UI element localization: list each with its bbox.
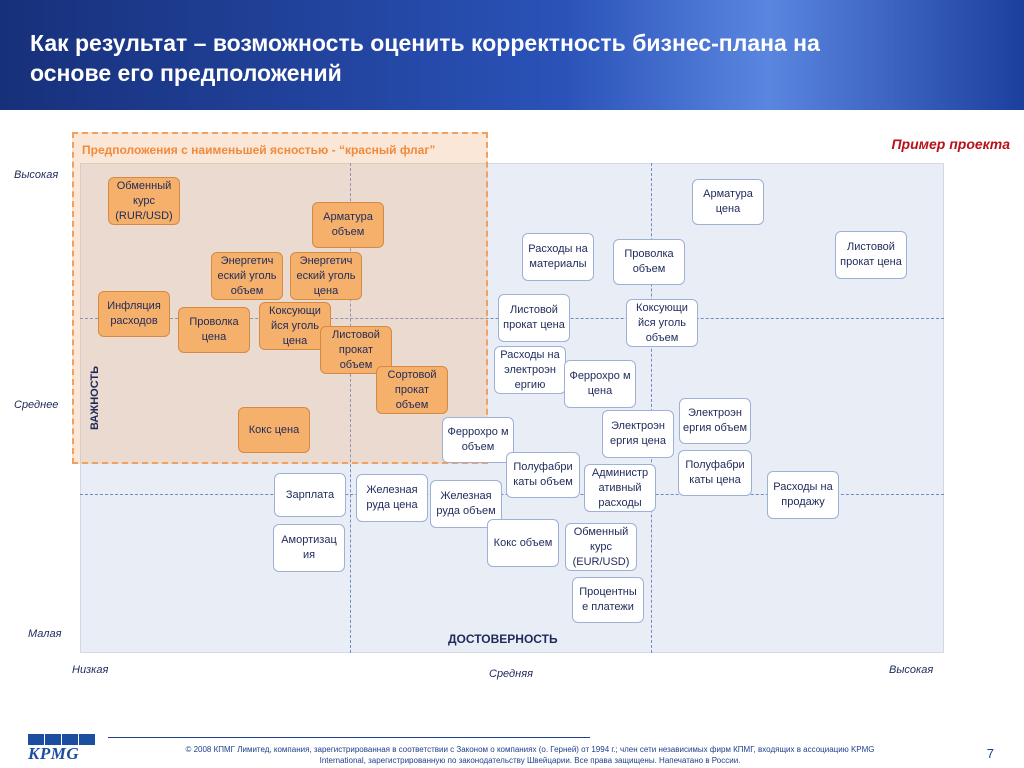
- assumption-electricity-price: Электроэн ергия цена: [602, 410, 674, 458]
- assumption-interest-payments: Процентны е платежи: [572, 577, 644, 623]
- assumption-coke-price: Кокс цена: [238, 407, 310, 453]
- assumption-depreciation: Амортизац ия: [273, 524, 345, 572]
- red-flag-label: Предположения с наименьшей ясностью - “красный флаг”: [82, 143, 436, 157]
- assumption-energy-coal-volume: Энергетич еский уголь объем: [211, 252, 283, 300]
- assumption-exchange-rate-eur-usd: Обменный курс (EUR/USD): [565, 523, 637, 571]
- assumption-section-volume: Сортовой прокат объем: [376, 366, 448, 414]
- assumption-ferrochrome-price: Феррохро м цена: [564, 360, 636, 408]
- assumption-electricity-volume: Электроэн ергия объем: [679, 398, 751, 444]
- slide-title-line-1: Как результат – возможность оценить корректность бизнес-плана на: [30, 30, 820, 56]
- assumption-coking-coal-price: Коксующи йся уголь цена: [259, 302, 331, 350]
- page-number: 7: [986, 746, 994, 761]
- example-label: Пример проекта: [891, 136, 1010, 152]
- assumption-semis-price: Полуфабри каты цена: [678, 450, 752, 496]
- assumption-materials-costs: Расходы на материалы: [522, 233, 594, 281]
- importance-level-low: Малая: [28, 628, 62, 640]
- assumption-iron-ore-price: Железная руда цена: [356, 474, 428, 522]
- importance-axis-title: ВАЖНОСТЬ: [89, 365, 101, 431]
- kpmg-logo-text: KPMG: [28, 744, 80, 763]
- slide-header: [0, 0, 1024, 110]
- slide-title-line-2: основе его предположений: [30, 60, 342, 86]
- importance-level-high: Высокая: [14, 169, 59, 181]
- footer-divider: [108, 737, 590, 738]
- kpmg-logo: [28, 734, 98, 764]
- assumption-cost-inflation: Инфляция расходов: [98, 291, 170, 337]
- assumption-rebar-volume: Арматура объем: [312, 202, 384, 248]
- assumption-semis-volume: Полуфабри каты объем: [506, 452, 580, 498]
- assumption-wire-price: Проволка цена: [178, 307, 250, 353]
- assumption-coke-volume: Кокс объем: [487, 519, 559, 567]
- assumption-sheet-price-high: Листовой прокат цена: [835, 231, 907, 279]
- assumption-sales-costs: Расходы на продажу: [767, 471, 839, 519]
- slide-title: [30, 28, 990, 88]
- assumption-energy-coal-price: Энергетич еский уголь цена: [290, 252, 362, 300]
- assumption-exchange-rate-rur-usd: Обменный курс (RUR/USD): [108, 177, 180, 225]
- assumption-sheet-price-medium: Листовой прокат цена: [498, 294, 570, 342]
- importance-level-medium: Среднее: [14, 399, 59, 411]
- reliability-level-medium: Средняя: [489, 668, 533, 680]
- assumption-coking-coal-volume: Коксующи йся уголь объем: [626, 299, 698, 347]
- assumption-admin-costs: Администр ативный расходы: [584, 464, 656, 512]
- assumption-ferrochrome-volume: Феррохро м объем: [442, 417, 514, 463]
- assumption-wire-volume: Проволка объем: [613, 239, 685, 285]
- assumption-rebar-price: Арматура цена: [692, 179, 764, 225]
- assumption-iron-ore-volume: Железная руда объем: [430, 480, 502, 528]
- grid-divider-vertical-2: [651, 163, 652, 653]
- reliability-level-low: Низкая: [72, 664, 109, 676]
- reliability-axis-title: ДОСТОВЕРНОСТЬ: [448, 632, 558, 646]
- assumption-electricity-costs: Расходы на электроэн ергию: [494, 346, 566, 394]
- reliability-level-high: Высокая: [889, 664, 934, 676]
- assumption-salary: Зарплата: [274, 473, 346, 517]
- footer-copyright: © 2008 КПМГ Лимитед, компания, зарегистрированная в соответствии с Законом о компаниях (о. Герней) от 1994 г.; член сети независимых фирм КПМГ, входящих в ассоциацию KPMG International, зарегистрированную по законодательству Швейцарии. Все права защищены. Напечатано в России.: [185, 745, 875, 765]
- assumption-sheet-volume: Листовой прокат объем: [320, 326, 392, 374]
